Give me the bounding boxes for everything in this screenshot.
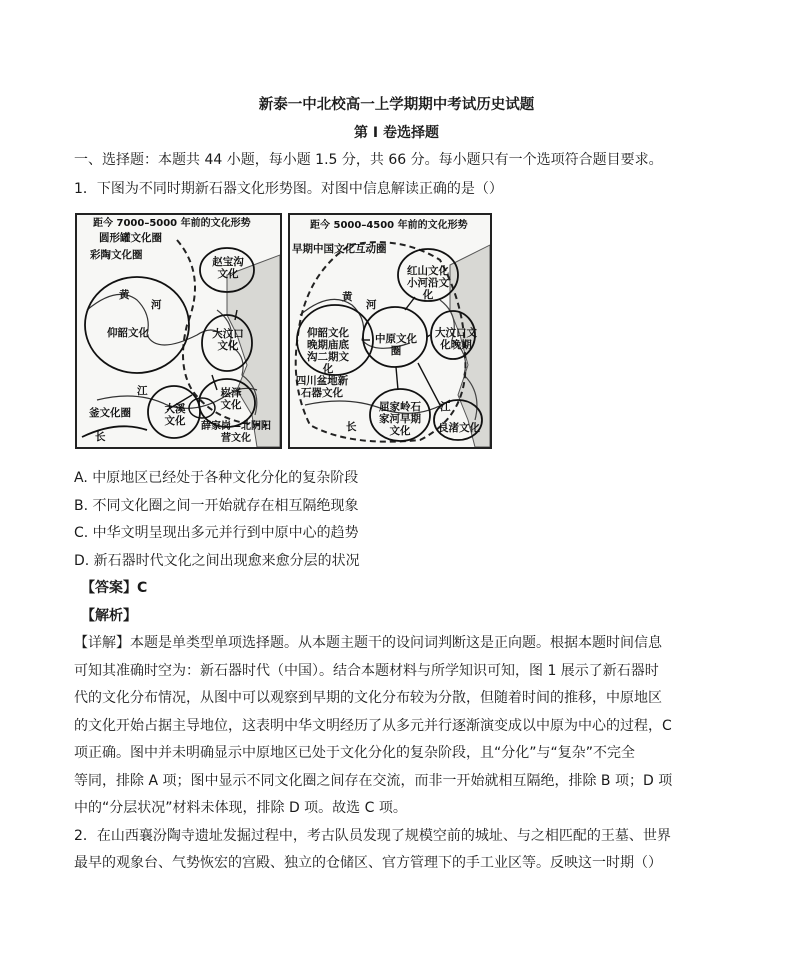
- map-left-legend-2: 彩陶文化圈: [90, 249, 143, 261]
- section-instruction: 一、选择题：本题共 44 小题，每小题 1.5 分，共 66 分。每小题只有一个选项符合题目要求。: [74, 152, 663, 168]
- map-label-he-r: 河: [366, 299, 377, 311]
- detail-line-7: 中的“分层状况”材料未体现，排除 D 项。故选 C 项。: [74, 800, 407, 816]
- map-label-yangshao: 仰韶文化: [107, 327, 149, 339]
- option-a: A. 中原地区已经处于各种文化分化的复杂阶段: [74, 470, 359, 486]
- map-label-hongshan: 红山文化小河沿文化: [407, 265, 449, 301]
- map-label-zhongyuan: 中原文化圈: [375, 333, 417, 357]
- map-label-huang-r: 黄: [342, 291, 353, 303]
- map-label-zhaobaogou: 赵宝沟文化: [212, 256, 244, 280]
- map-left-legend-1: 圆形罐文化圈: [99, 232, 162, 244]
- page-title: 新泰一中北校高一上学期期中考试历史试题: [258, 97, 535, 113]
- detail-line-6: 等同，排除 A 项；图中显示不同文化圈之间存在交流，而非一开始就相互隔绝，排除 B 项；D 项: [74, 773, 673, 789]
- map-left-7000-5000: [75, 213, 282, 449]
- detail-line-4: 的文化开始占据主导地位，这表明中华文明经历了从多元并行逐渐演变成以中原为中心的过程，C: [74, 718, 672, 734]
- map-label-yangshao-late: 仰韶文化晚期庙底沟二期文化: [307, 327, 349, 375]
- map-label-fu: 釜文化圈: [89, 407, 131, 419]
- map-label-jiang-r: 江: [440, 401, 451, 413]
- map-label-chang-r: 长: [346, 421, 357, 433]
- detail-line-2: 可知其准确时空为：新石器时代（中国）。结合本题材料与所学知识可知，图 1 展示了新石器时: [74, 663, 659, 679]
- option-b: B. 不同文化圈之间一开始就存在相互隔绝现象: [74, 498, 359, 514]
- question-2-line-1: 2．在山西襄汾陶寺遗址发掘过程中，考古队员发现了规模空前的城址、与之相匹配的王墓、世界: [74, 828, 671, 844]
- detail-line-3: 代的文化分布情况，从图中可以观察到早期的文化分布较为分散，但随着时间的推移，中原地区: [74, 690, 662, 706]
- map-right-5000-4500: [288, 213, 492, 449]
- map-label-qujialing: 屈家岭石家河早期文化: [379, 401, 421, 437]
- map-label-dawenkou-late: 大汶口文化晚期: [435, 327, 477, 351]
- option-c: C. 中华文明呈现出多元并行到中原中心的趋势: [74, 525, 359, 541]
- map-label-xuejiagang: 薛家岗—北阴阳营文化: [201, 421, 271, 444]
- map-label-he: 河: [151, 299, 162, 311]
- map-label-dawenkou: 大汶口文化: [212, 328, 244, 352]
- option-d: D. 新石器时代文化之间出现愈来愈分层的状况: [74, 553, 360, 569]
- section-subtitle: 第 I 卷选择题: [354, 125, 439, 141]
- map-label-songze: 崧泽文化: [220, 387, 242, 411]
- detail-line-1: 【详解】本题是单类型单项选择题。从本题主题干的设问词判断这是正向题。根据本题时间信息: [74, 635, 662, 651]
- answer-label: 【答案】C: [81, 580, 148, 596]
- map-label-chang: 长: [95, 431, 106, 443]
- map-label-liangzhu: 良渚文化: [438, 422, 480, 434]
- detail-line-5: 项正确。图中并未明确显示中原地区已处于文化分化的复杂阶段，且“分化”与“复杂”不完全: [74, 745, 636, 761]
- map-label-daxi: 大溪文化: [164, 403, 186, 427]
- map-label-huang: 黄: [119, 289, 130, 301]
- question-2-line-2: 最早的观象台、气势恢宏的宫殿、独立的仓储区、官方管理下的手工业区等。反映这一时期（）: [74, 855, 662, 871]
- question-1-stem: 1．下图为不同时期新石器文化形势图。对图中信息解读正确的是（）: [74, 181, 503, 197]
- map-left-title: 距今 7000–5000 年前的文化形势: [93, 218, 251, 229]
- map-right-title: 距今 5000–4500 年前的文化形势: [310, 220, 468, 231]
- map-label-jiang: 江: [137, 385, 148, 397]
- map-label-sichuan: 四川盆地新石器文化: [295, 375, 349, 399]
- map-right-legend-1: 早期中国文化互动圈: [292, 243, 387, 255]
- analysis-label: 【解析】: [81, 608, 137, 624]
